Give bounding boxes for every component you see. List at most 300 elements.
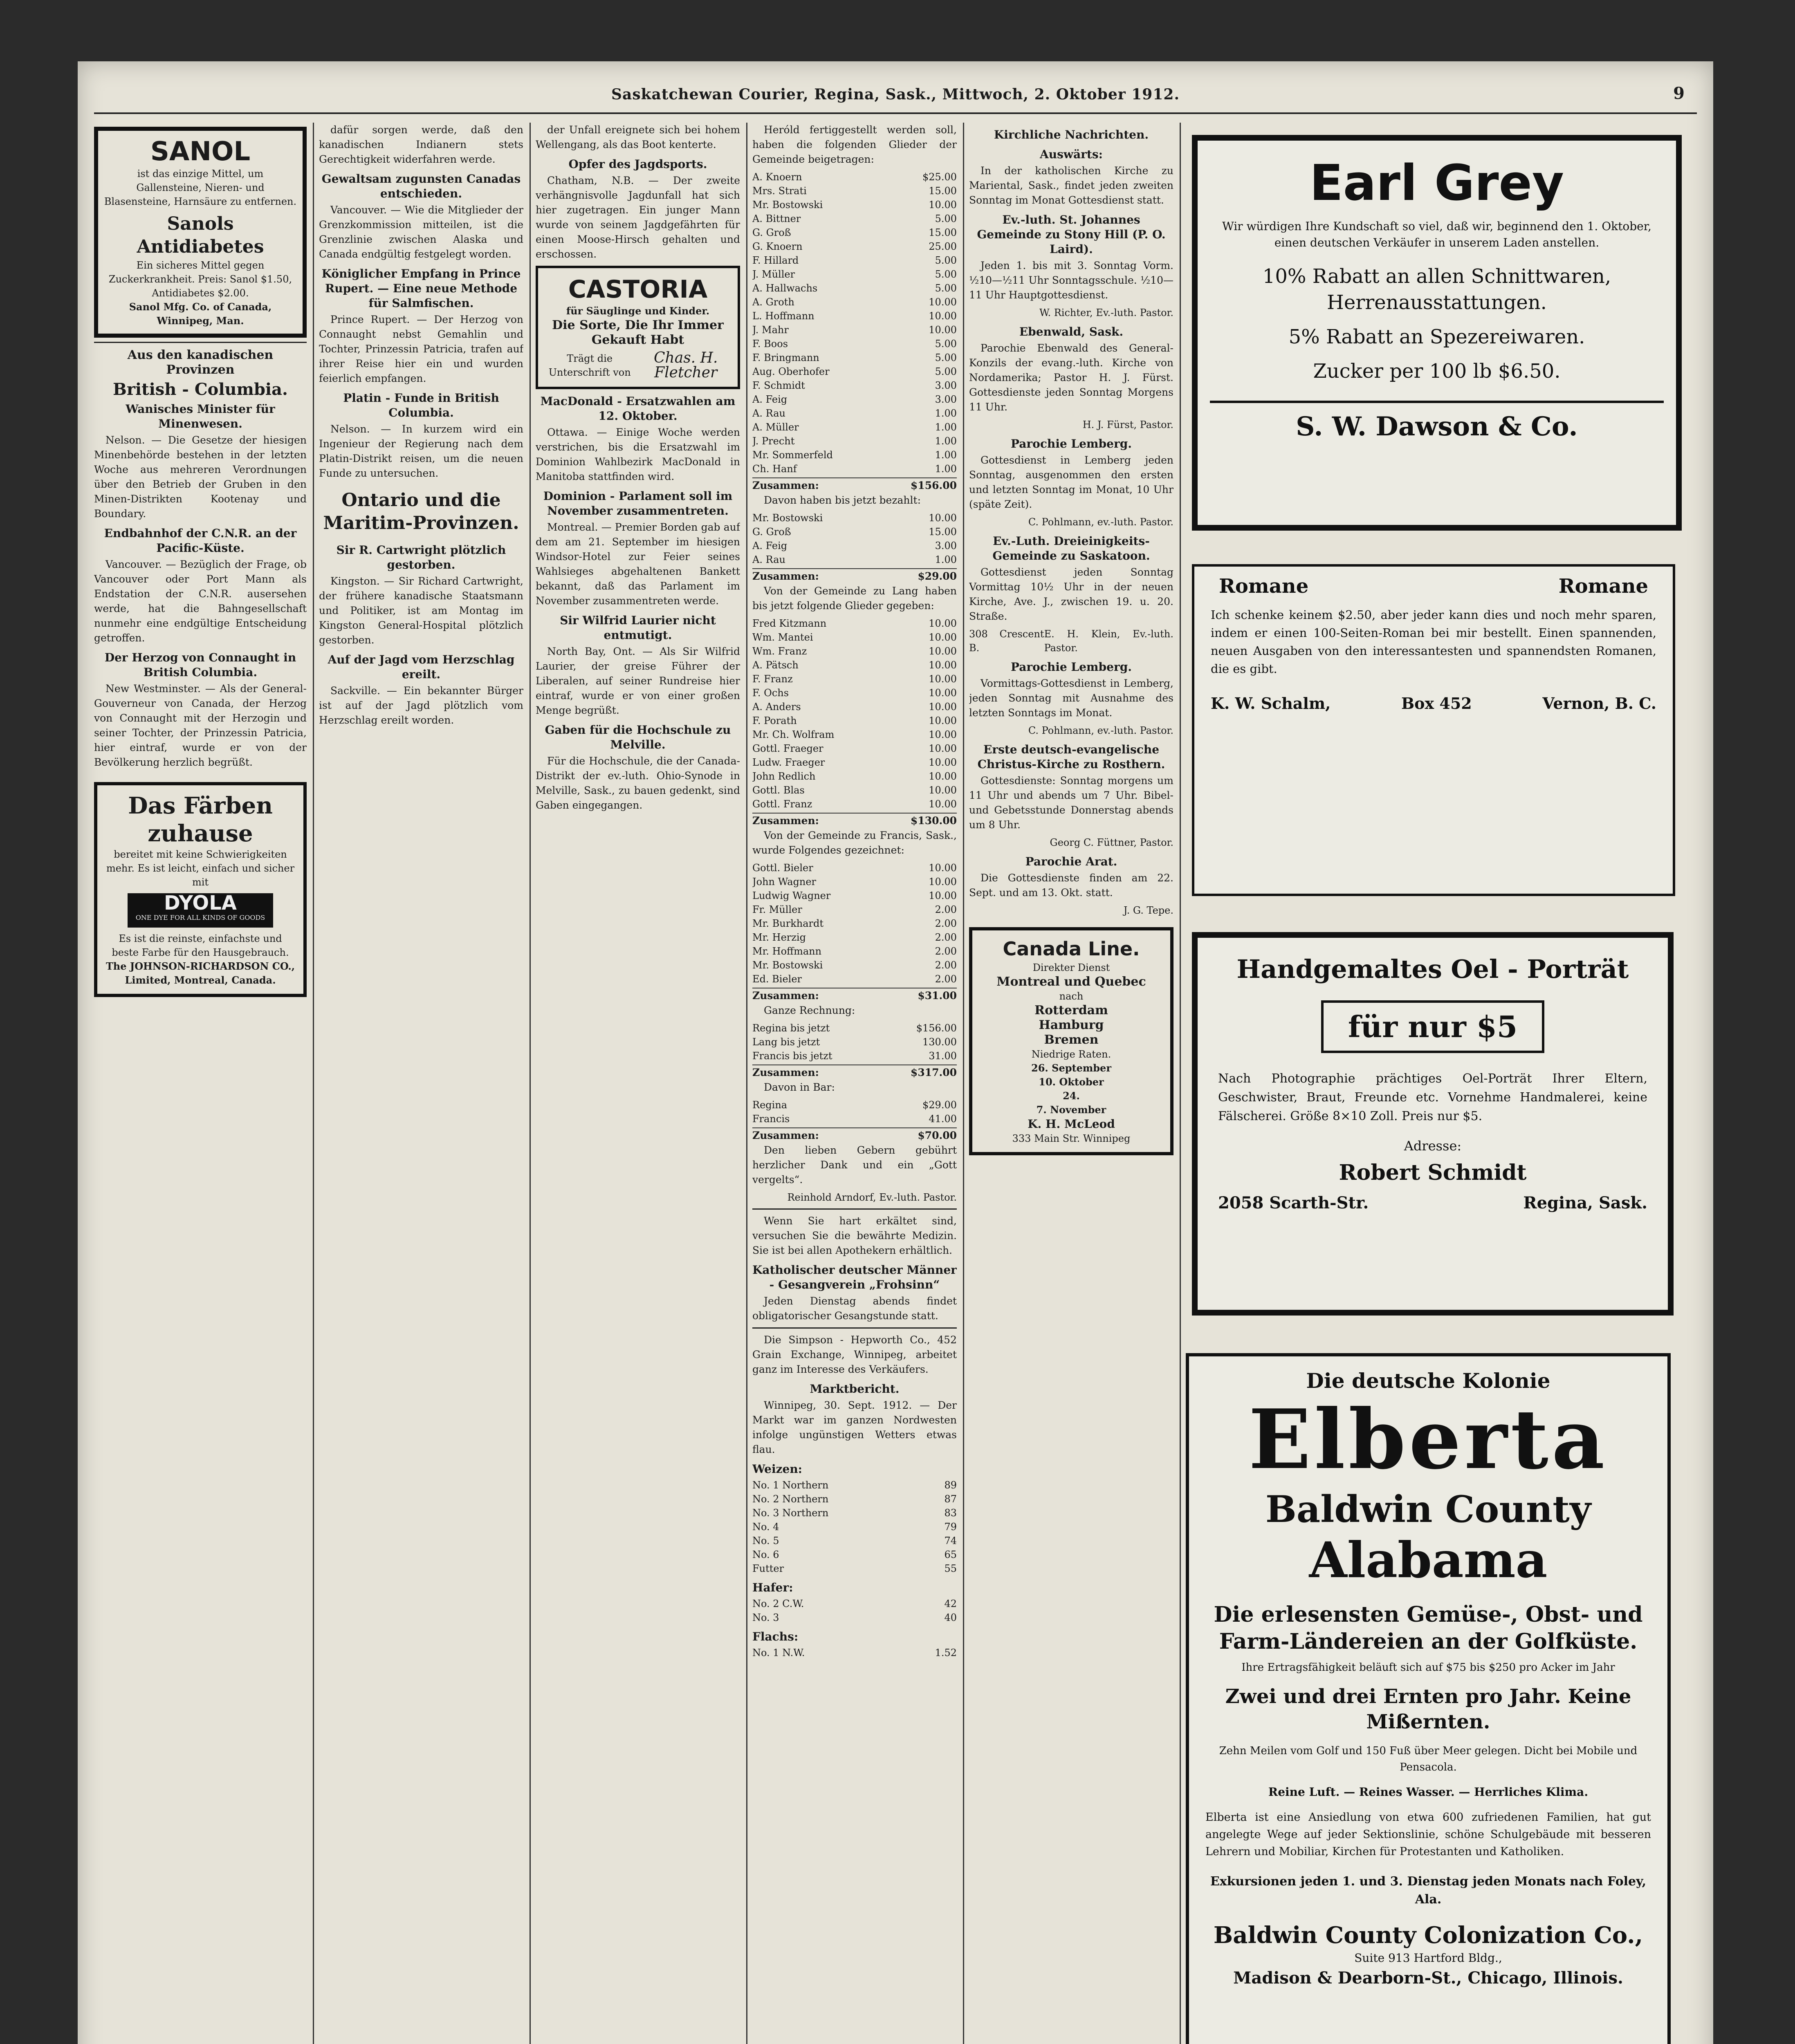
list-row [752,337,957,351]
earl-grey-offer1: 10% Rabatt an allen Schnittwaren, Herrenausstattungen. [1262,265,1611,314]
row-name: A. Rau [752,408,785,419]
earl-grey-ad [1192,135,1682,531]
article-heading: Endbahnhof der C.N.R. an der Pacific-Küste. [104,527,297,555]
elberta-firm: Baldwin County Colonization Co., [1213,1922,1643,1949]
article-heading: Gewaltsam zugunsten Canadas entschieden. [321,172,521,200]
list-row [752,406,957,420]
list-row [752,903,957,917]
article-heading: Ev.-Luth. Dreieinigkeits-Gemeinde zu Saskatoon. [992,534,1150,563]
earl-grey-firm: S. W. Dawson & Co. [1210,401,1664,442]
article-text: Parochie Ebenwald des General-Konzils der evang.-luth. Kirche von Nordamerika; Pastor H. J. Fürst. Gottesdienste jeden Sonntag Morgens 11 Uhr. [969,342,1173,413]
article-text: Von der Gemeinde zu Lang haben bis jetzt folgende Glieder gegeben: [752,585,957,612]
donor-total: Zusammen: $29.00 [752,568,957,584]
row-name: A. Feig [752,540,788,551]
list-row [752,392,957,406]
row-name: Francis bis jetzt [752,1050,832,1062]
elberta-line: Ihre Ertragsfähigkeit beläuft sich auf $75 bis $250 pro Acker im Jahr [1241,1661,1615,1674]
row-name: Lang bis jetzt [752,1036,820,1048]
row-amount: 10.00 [929,199,957,211]
row-amount: 10.00 [929,784,957,796]
agent-name: K. H. McLeod [1028,1117,1115,1131]
article-heading: Platin - Funde in British Columbia. [343,391,499,419]
portrait-city: Regina, Sask. [1523,1193,1647,1213]
sailing-date: 7. November [1036,1104,1106,1116]
list-row [752,198,957,212]
article-text: Den lieben Gebern gebührt herzlicher Dank und ein „Gott vergelts“. [752,1144,957,1186]
list-row [752,379,957,392]
article-heading: Katholischer deutscher Männer - Gesangverein „Frohsinn“ [752,1263,957,1291]
article-heading: Parochie Arat. [1025,855,1117,868]
list-row [752,1534,957,1548]
signature: C. Pohlmann, ev.-luth. Pastor. [1028,516,1173,528]
row-name: J. Müller [752,269,795,280]
row-name: Mr. Herzig [752,932,806,943]
row-amount: 2.00 [935,973,957,985]
row-name: John Wagner [752,876,816,888]
row-amount: 1.00 [935,554,957,565]
elberta-county: Baldwin County [1265,1488,1591,1531]
article-text: Gottesdienst in Lemberg jeden Sonntag, ausgenommen den ersten und letzten Sonntag im Monat, 10 Uhr (späte Zeit). [969,454,1173,510]
list-row [752,170,957,184]
row-name: Mr. Bostowski [752,199,823,211]
row-amount: 1.00 [935,449,957,461]
list-row [752,240,957,253]
article-text: Winnipeg, 30. Sept. 1912. — Der Markt war im ganzen Nordwesten infolge ungünstigen Wetters etwas flau. [752,1399,957,1455]
portrait-price: für nur $5 [1321,1000,1544,1053]
article-heading: Marktbericht. [810,1382,900,1396]
sanol-ad [94,127,307,338]
row-name: Mr. Bostowski [752,959,823,971]
row-amount: $25.00 [922,171,957,183]
row-name: A. Hallwachs [752,282,818,294]
earl-grey-text: Wir würdigen Ihre Kundschaft so viel, daß wir, beginnend den 1. Oktober, einen deutschen Verkäufer in unserem Laden anstellen. [1222,220,1651,249]
row-amount: 2.00 [935,932,957,943]
row-amount: 130.00 [922,1036,957,1048]
elberta-state: Alabama [1309,1531,1548,1589]
castoria-line1: für Säuglinge und Kinder. [566,305,710,317]
row-amount: 83 [944,1507,957,1519]
list-row [752,184,957,198]
row-name: Mr. Sommerfeld [752,449,833,461]
article-heading: Dominion - Parlament soll im November zusammentreten. [543,489,733,518]
row-amount: 5.00 [935,269,957,280]
row-amount: 10.00 [929,701,957,713]
row-amount: 5.00 [935,366,957,377]
dyola-logo [128,893,274,928]
row-amount: 5.00 [935,213,957,224]
row-amount: 3.00 [935,380,957,391]
portrait-title: Handgemaltes Oel - Porträt [1236,954,1629,984]
portrait-name: Robert Schmidt [1339,1160,1527,1185]
list-row [752,686,957,700]
list-row [752,630,957,644]
list-row [752,448,957,462]
article-text: Prince Rupert. — Der Herzog von Connaught nebst Gemahlin und Tochter, Prinzessin Patricia, trafen auf ihrer Reise hier ein und wurden feierlich empfangen. [319,314,523,384]
row-amount: 10.00 [929,715,957,726]
row-name: F. Franz [752,673,793,685]
list-row [752,917,957,930]
row-amount: 5.00 [935,338,957,350]
article-text: Von der Gemeinde zu Francis, Sask., wurde Folgendes gezeichnet: [752,829,957,856]
article-text: Sackville. — Ein bekannter Bürger ist auf der Jagd plötzlich vom Herzschlag ereilt worden. [319,685,523,726]
canada-line-dest: Hamburg [1039,1018,1104,1032]
row-amount: 89 [944,1479,957,1491]
list-row [752,672,957,686]
row-name: A. Anders [752,701,801,713]
row-amount: 5.00 [935,352,957,363]
romane-city: Vernon, B. C. [1542,694,1656,713]
row-name: Ludwig Wagner [752,890,831,901]
row-name: Mr. Burkhardt [752,918,824,929]
elberta-pre: Die deutsche Kolonie [1306,1369,1550,1393]
section-title: Aus den kanadischen Provinzen [127,348,274,377]
portrait-text: Nach Photographie prächtiges Oel-Porträt Ihrer Eltern, Geschwister, Braut, Freunde etc. Vornehme Handmalerei, keine Fälscherei. Größe 8×10 Zoll. Preis nur $5. [1218,1071,1647,1123]
list-row [752,226,957,240]
page-number: 9 [1673,84,1685,103]
cash-list [752,1098,957,1126]
article-text: Ottawa. — Einige Woche werden verstrichen, bis die Ersatzwahl im Dominion Wahlbezirk MacDonald in Manitoba stattfinden wird. [536,426,740,482]
list-row [752,742,957,755]
article-text: Kingston. — Sir Richard Cartwright, der frühere kanadische Staatsmann und Politiker, ist am Montag im Kingston General-Hospital plötzlich gestorben. [319,575,523,646]
list-row [752,930,957,944]
row-amount: 74 [944,1535,957,1546]
article-text: Die Simpson - Hepworth Co., 452 Grain Exchange, Winnipeg, arbeitet ganz im Interesse des Verkäufers. [752,1334,957,1375]
article-text: In der katholischen Kirche zu Mariental, Sask., findet jeden zweiten Sonntag im Monat Gottesdienst statt. [969,165,1173,206]
address: 308 Crescent B. [969,628,1044,654]
row-amount: 10.00 [929,512,957,524]
dyola-small: Es ist die reinste, einfachste und beste Farbe für den Hausgebrauch. [112,933,289,958]
article-text: Wenn Sie hart erkältet sind, versuchen Sie die bewährte Medizin. Sie ist bei allen Apothekern erhältlich. [752,1215,957,1256]
article-text: Nelson. — Die Gesetze der hiesigen Minenbehörde bestehen in der letzten Woche aus mehreren Verordnungen über den Betrieb der Gruben in den Minen-Distrikten Kootenay und Boundary. [94,434,307,520]
article-heading: Erste deutsch-evangelische Christus-Kirche zu Rosthern. [977,743,1165,771]
list-row [752,1049,957,1063]
portrait-ad [1192,932,1674,1316]
row-name: No. 2 C.W. [752,1598,804,1609]
article-heading: Gaben für die Hochschule zu Melville. [545,723,731,751]
row-amount: 10.00 [929,890,957,901]
agent-address: 333 Main Str. Winnipeg [1012,1133,1131,1144]
list-row [752,700,957,714]
masthead: Saskatchewan Courier, Regina, Sask., Mittwoch, 2. Oktober 1912. [611,86,1180,103]
signature: W. Richter, Ev.-luth. Pastor. [1039,307,1173,318]
row-amount: 10.00 [929,632,957,643]
row-name: Mr. Ch. Wolfram [752,729,835,740]
market-heading: Hafer: [752,1581,793,1594]
article-heading: Parochie Lemberg. [1010,660,1132,674]
article-heading: Opfer des Jagdsports. [568,157,707,171]
signature: C. Pohlmann, ev.-luth. Pastor. [1028,725,1173,736]
list-row [752,658,957,672]
elberta-ad [1186,1353,1671,2044]
row-amount: 5.00 [935,255,957,266]
article-text: dafür sorgen werde, daß den kanadischen Indianern stets Gerechtigkeit widerfahren werde. [319,124,523,165]
earl-grey-title: Earl Grey [1309,155,1564,212]
article-text: Gottesdienste: Sonntag morgens um 11 Uhr und abends um 7 Uhr. Bibel- und Gebetsstunde Donnerstag abends um 8 Uhr. [969,775,1173,831]
canada-line-text: nach [1059,991,1084,1002]
romane-title-left: Romane [1219,575,1309,598]
row-amount: 2.00 [935,959,957,971]
list-row [752,728,957,742]
row-name: G. Groß [752,526,791,538]
oat-prices [752,1597,957,1625]
sanol-text: ist das einzige Mittel, um Gallensteine, Nieren- und Blasensteine, Harnsäure zu entfernen. [104,168,297,207]
row-amount: 10.00 [929,743,957,754]
article-heading: Sir Wilfrid Laurier nicht entmutigt. [560,614,716,642]
dyola-title: Das Färben zuhause [128,792,273,847]
row-amount: 10.00 [929,618,957,629]
row-name: No. 3 [752,1612,779,1623]
row-name: Ch. Hanf [752,463,797,475]
dyola-ad [94,782,307,997]
elberta-line: Zehn Meilen vom Golf und 150 Fuß über Meer gelegen. Dicht bei Mobile und Pensacola. [1219,1745,1638,1773]
row-name: Gottl. Fraeger [752,743,823,754]
row-name: Wm. Franz [752,645,807,657]
article-text: Chatham, N.B. — Der zweite verhängnisvolle Jagdunfall hat sich hier zugetragen. Ein junger Mann wurde von seinem Jagdgefährten für einen Moose-Hirsch gehalten und erschossen. [536,175,740,260]
row-amount: 10.00 [929,771,957,782]
elberta-headline: Die erlesensten Gemüse-, Obst- und Farm-Ländereien an der Golfküste. [1214,1602,1643,1654]
sailing-date: 24. [1063,1090,1080,1102]
row-amount: 55 [944,1563,957,1574]
row-amount: 10.00 [929,687,957,699]
masthead-rule [94,112,1697,114]
row-amount: 15.00 [929,227,957,238]
donor-list [752,861,957,986]
row-amount: 3.00 [935,394,957,405]
wheat-prices [752,1478,957,1576]
article-text: Jeden Dienstag abends findet obligatorischer Gesangstunde statt. [752,1295,957,1322]
row-name: F. Boos [752,338,788,350]
list-row [752,1646,957,1660]
list-row [752,861,957,875]
list-row [752,267,957,281]
article-heading: Auswärts: [1040,148,1103,161]
article-text: Davon in Bar: [764,1081,835,1093]
article-heading: Sir R. Cartwright plötzlich gestorben. [336,543,506,572]
romane-box: Box 452 [1401,694,1472,713]
market-heading: Flachs: [752,1630,799,1643]
list-row [752,1035,957,1049]
row-name: J. Mahr [752,324,789,336]
list-row [752,309,957,323]
elberta-headline: Zwei und drei Ernten pro Jahr. Keine Mißernten. [1225,1685,1631,1733]
row-amount: 15.00 [929,526,957,538]
article-text: Für die Hochschule, die der Canada-Distrikt der ev.-luth. Ohio-Synode in Melville, Sask., zu bauen gedenkt, sind Gaben eingegangen. [536,755,740,811]
romane-ad [1192,564,1675,896]
row-name: F. Schmidt [752,380,805,391]
row-name: A. Knoern [752,171,802,183]
row-name: No. 4 [752,1521,779,1533]
row-amount: 1.00 [935,421,957,433]
row-name: No. 2 Northern [752,1493,829,1505]
row-amount: 10.00 [929,645,957,657]
row-name: Mrs. Strati [752,185,807,197]
row-amount: 31.00 [929,1050,957,1062]
dyola-text: bereitet mit keine Schwierigkeiten mehr. Es ist leicht, einfach und sicher mit [106,849,295,888]
section-title: Kirchliche Nachrichten. [994,128,1149,141]
romane-firm: K. W. Schalm, [1211,694,1331,713]
list-row [752,1506,957,1520]
list-row [752,351,957,365]
row-amount: 10.00 [929,659,957,671]
list-row [752,714,957,728]
row-amount: 5.00 [935,282,957,294]
row-name: Aug. Oberhofer [752,366,830,377]
romane-title-right: Romane [1558,575,1648,598]
row-amount: 10.00 [929,673,957,685]
article-text: Vancouver. — Wie die Mitglieder der Grenzkommission mitteilen, ist die Grenzlinie zwischen Alaska und Canada endgültig festgelegt worden. [319,204,523,260]
row-amount: 1.00 [935,435,957,447]
signature: Reinhold Arndorf, Ev.-luth. Pastor. [787,1192,957,1203]
list-row [752,944,957,958]
canada-line-ad [969,927,1173,1155]
list-row [752,323,957,337]
column-1 [94,123,307,2044]
donor-total: Zusammen: $156.00 [752,477,957,493]
list-row [752,365,957,379]
row-amount: 10.00 [929,862,957,874]
article-text: Vormittags-Gottesdienst in Lemberg, jeden Sonntag mit Ausnahme des letzten Sonntags im Monat. [969,677,1173,719]
row-name: A. Müller [752,421,799,433]
donor-list [752,616,957,811]
row-amount: 15.00 [929,185,957,197]
column-4 [752,123,957,2044]
row-name: G. Groß [752,227,791,238]
row-name: No. 1 Northern [752,1479,829,1491]
castoria-sig-label: Trägt die Unterschrift von [548,353,631,378]
list-row [752,295,957,309]
row-name: G. Knoern [752,241,803,252]
row-amount: 2.00 [935,946,957,957]
row-amount: 42 [944,1598,957,1609]
earl-grey-offer2: 5% Rabatt an Spezereiwaren. [1288,325,1585,348]
row-amount: 41.00 [929,1113,957,1125]
dyola-firm: The JOHNSON-RICHARDSON CO., Limited, Montreal, Canada. [105,960,295,986]
castoria-title: CASTORIA [568,275,708,304]
row-name: John Redlich [752,771,816,782]
list-row [752,420,957,434]
article-heading: Königlicher Empfang in Prince Rupert. — Eine neue Methode für Salmfischen. [321,267,521,310]
elberta-line: Reine Luft. — Reines Wasser. — Herrliches Klima. [1268,1785,1589,1799]
article-text: Nelson. — In kurzem wird ein Ingenieur der Regierung nach dem Platin-Distrikt reisen, um die neuen Funde zu untersuchen. [319,423,523,479]
row-name: No. 5 [752,1535,779,1546]
list-row [752,1098,957,1112]
portrait-street: 2058 Scarth-Str. [1218,1193,1369,1213]
row-name: Gottl. Franz [752,798,812,810]
article-text: der Unfall ereignete sich bei hohem Wellengang, als das Boot kenterte. [536,124,740,150]
list-row [752,616,957,630]
canada-line-text: Niedrige Raten. [1031,1049,1111,1060]
article-heading: Ev.-luth. St. Johannes Gemeinde zu Stony Hill (P. O. Laird). [977,213,1166,256]
list-row [752,1548,957,1562]
row-amount: 10.00 [929,729,957,740]
row-amount: 87 [944,1493,957,1505]
list-row [752,644,957,658]
article-text: Die Gottesdienste finden am 22. Sept. und am 13. Okt. statt. [969,872,1173,899]
list-row [752,972,957,986]
row-name: Gottl. Blas [752,784,805,796]
row-name: Fred Kitzmann [752,618,827,629]
elberta-text: Elberta ist eine Ansiedlung von etwa 600 zufriedenen Familien, hat gut angelegte Wege auf jeder Sektionslinie, schöne Schulgebäude mit besseren Lehrern und Mobiliar, Kirchen für Protestanten und Katholiken. [1205,1811,1651,1858]
province-title: British - Columbia. [113,380,288,399]
row-amount: 10.00 [929,798,957,810]
row-name: F. Porath [752,715,797,726]
sailing-date: 26. September [1031,1062,1111,1074]
row-name: Francis [752,1113,790,1125]
row-name: F. Bringmann [752,352,819,363]
row-amount: 40 [944,1612,957,1623]
list-row [752,1478,957,1492]
earl-grey-offer3: Zucker per 100 lb $6.50. [1313,360,1561,383]
row-name: No. 6 [752,1549,779,1560]
castoria-signature: Chas. H. Fletcher [654,350,718,381]
dyola-brand-sub: ONE DYE FOR ALL KINDS OF GOODS [135,914,265,921]
castoria-line2: Die Sorte, Die Ihr Immer Gekauft Habt [552,318,724,347]
row-name: Ludw. Fraeger [752,757,825,768]
row-amount: $156.00 [916,1022,957,1034]
row-name: F. Hillard [752,255,799,266]
portrait-address-label: Adresse: [1404,1138,1462,1154]
article-heading: MacDonald - Ersatzwahlen am 12. Oktober. [540,394,736,423]
signature: E. H. Klein, Ev.-luth. Pastor. [1044,628,1173,654]
row-name: No. 1 N.W. [752,1647,805,1659]
row-name: F. Ochs [752,687,789,699]
column-3 [536,123,740,2044]
article-text: Jeden 1. bis mit 3. Sonntag Vorm. ½10—½11 Uhr Sonntagsschule. ½10—11 Uhr Hauptgottesdienst. [969,260,1173,301]
donor-list [752,511,957,567]
list-row [752,281,957,295]
article-heading: Parochie Lemberg. [1010,437,1132,450]
list-row [752,1021,957,1035]
elberta-suite: Suite 913 Hartford Bldg., [1354,1951,1502,1965]
row-name: No. 3 Northern [752,1507,829,1519]
row-amount: 10.00 [929,757,957,768]
article-text: Davon haben bis jetzt bezahlt: [764,494,921,506]
list-row [752,1597,957,1611]
row-amount: 3.00 [935,540,957,551]
canada-line-title: Canada Line. [1003,938,1140,960]
donor-list [752,170,957,476]
row-name: Ed. Bieler [752,973,802,985]
list-row [752,889,957,903]
list-row [752,212,957,226]
row-amount: 1.00 [935,408,957,419]
donor-total: Zusammen: $31.00 [752,988,957,1003]
signature: J. G. Tepe. [1123,905,1173,916]
canada-line-dest: Rotterdam [1034,1003,1108,1018]
canada-line-dest: Bremen [1044,1033,1099,1047]
row-amount: 25.00 [929,241,957,252]
article-text: New Westminster. — Als der General-Gouverneur von Canada, der Herzog von Connaught mit der Herzogin und seiner Tochter, der Prinzessin Patricia, hier eintraf, wurde er von der Bevölkerung herzlich begrüßt. [94,683,307,768]
row-name: Wm. Mantei [752,632,813,643]
row-name: Mr. Bostowski [752,512,823,524]
list-row [752,253,957,267]
row-amount: 1.52 [935,1647,957,1659]
newspaper-page [78,61,1713,2044]
column-2 [319,123,523,2044]
canada-line-route: Montreal und Quebec [996,975,1146,989]
dyola-brand: DYOLA [164,892,237,914]
sanol-subtext: Ein sicheres Mittel gegen Zuckerkrankheit. Preis: Sanol $1.50, Antidiabetes $2.00. [108,260,292,299]
list-row [752,1520,957,1534]
article-text: Heróld fertiggestellt werden soll, haben die folgenden Glieder der Gemeinde beigetragen: [752,124,957,165]
donor-total: Zusammen: $70.00 [752,1127,957,1143]
flax-prices [752,1646,957,1660]
row-amount: 10.00 [929,296,957,308]
elberta-title: Elberta [1248,1392,1608,1488]
list-row [752,1562,957,1576]
row-amount: 10.00 [929,876,957,888]
article-heading: Auf der Jagd vom Herzschlag ereilt. [328,653,515,681]
